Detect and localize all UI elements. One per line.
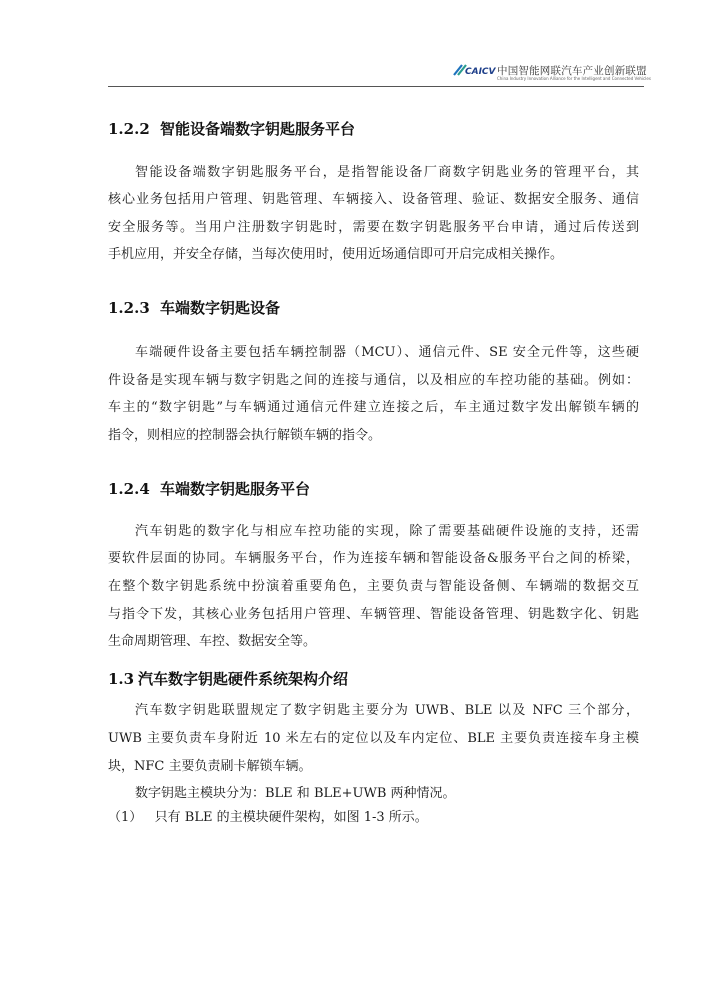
paragraph-line: 汽车数字钥匙联盟规定了数字钥匙主要分为 UWB、BLE 以及 NFC 三个部分， bbox=[135, 703, 639, 718]
paragraph-line: 智能设备端数字钥匙服务平台，是指智能设备厂商数字钥匙业务的管理平台，其 bbox=[135, 165, 639, 180]
logo-abbr: CAICV bbox=[465, 67, 496, 77]
paragraph-line: 车端硬件设备主要包括车辆控制器（MCU）、通信元件、SE 安全元件等，这些硬 bbox=[135, 345, 639, 360]
section-title: 汽车数字钥匙硬件系统架构介绍 bbox=[138, 670, 349, 688]
paragraph-line: 生命周期管理、车控、数据安全等。 bbox=[108, 634, 317, 649]
org-name-en: China Industry Innovation Alliance for the Intelligent and Connected Vehicles bbox=[497, 76, 651, 81]
section-heading-1-2-2 bbox=[108, 118, 355, 139]
section-number: 1.2.2 bbox=[108, 120, 150, 138]
section-title: 智能设备端数字钥匙服务平台 bbox=[160, 120, 356, 138]
paragraph-line: 块，NFC 主要负责刷卡解锁车辆。 bbox=[108, 759, 312, 774]
section-heading-1-3 bbox=[108, 668, 348, 689]
section-number: 1.3 bbox=[108, 670, 135, 688]
paragraph-line: 汽车钥匙的数字化与相应车控功能的实现，除了需要基础硬件设施的支持，还需 bbox=[135, 524, 639, 539]
alliance-logo bbox=[452, 62, 651, 82]
section-number: 1.2.4 bbox=[108, 480, 150, 498]
caicv-logo-icon bbox=[452, 62, 496, 78]
paragraph-line: 在整个数字钥匙系统中扮演着重要角色，主要负责与智能设备侧、车辆端的数据交互 bbox=[108, 579, 639, 594]
paragraph-line: 数字钥匙主模块分为：BLE 和 BLE+UWB 两种情况。 bbox=[135, 786, 456, 801]
header-divider bbox=[108, 86, 644, 87]
paragraph-line: 指令，则相应的控制器会执行解锁车辆的指令。 bbox=[108, 428, 382, 443]
section-heading-1-2-3 bbox=[108, 297, 280, 318]
paragraph-line: 与指令下发，其核心业务包括用户管理、车辆管理、智能设备管理、钥匙数字化、钥匙 bbox=[108, 607, 639, 622]
section-title: 车端数字钥匙服务平台 bbox=[160, 480, 311, 498]
paragraph-line: 手机应用，并安全存储，当每次使用时，使用近场通信即可开启完成相关操作。 bbox=[108, 247, 564, 262]
paragraph-line: 核心业务包括用户管理、钥匙管理、车辆接入、设备管理、验证、数据安全服务、通信 bbox=[108, 192, 639, 207]
org-name-cn: 中国智能网联汽车产业创新联盟 bbox=[497, 65, 647, 77]
section-title: 车端数字钥匙设备 bbox=[160, 299, 281, 317]
paragraph-line: UWB 主要负责车身附近 10 米左右的定位以及车内定位、BLE 主要负责连接车身主模 bbox=[108, 731, 639, 746]
paragraph-line: 件设备是实现车辆与数字钥匙之间的连接与通信，以及相应的车控功能的基础。例如： bbox=[108, 373, 639, 388]
section-number: 1.2.3 bbox=[108, 299, 150, 317]
paragraph-line: 车主的“数字钥匙”与车辆通过通信元件建立连接之后，车主通过数字发出解锁车辆的 bbox=[108, 400, 639, 415]
section-heading-1-2-4 bbox=[108, 478, 310, 499]
list-item: （1） 只有 BLE 的主模块硬件架构，如图 1-3 所示。 bbox=[108, 810, 428, 825]
paragraph-line: 安全服务等。当用户注册数字钥匙时，需要在数字钥匙服务平台申请，通过后传送到 bbox=[108, 220, 639, 235]
paragraph-line: 要软件层面的协同。车辆服务平台，作为连接车辆和智能设备&服务平台之间的桥梁， bbox=[108, 551, 639, 566]
